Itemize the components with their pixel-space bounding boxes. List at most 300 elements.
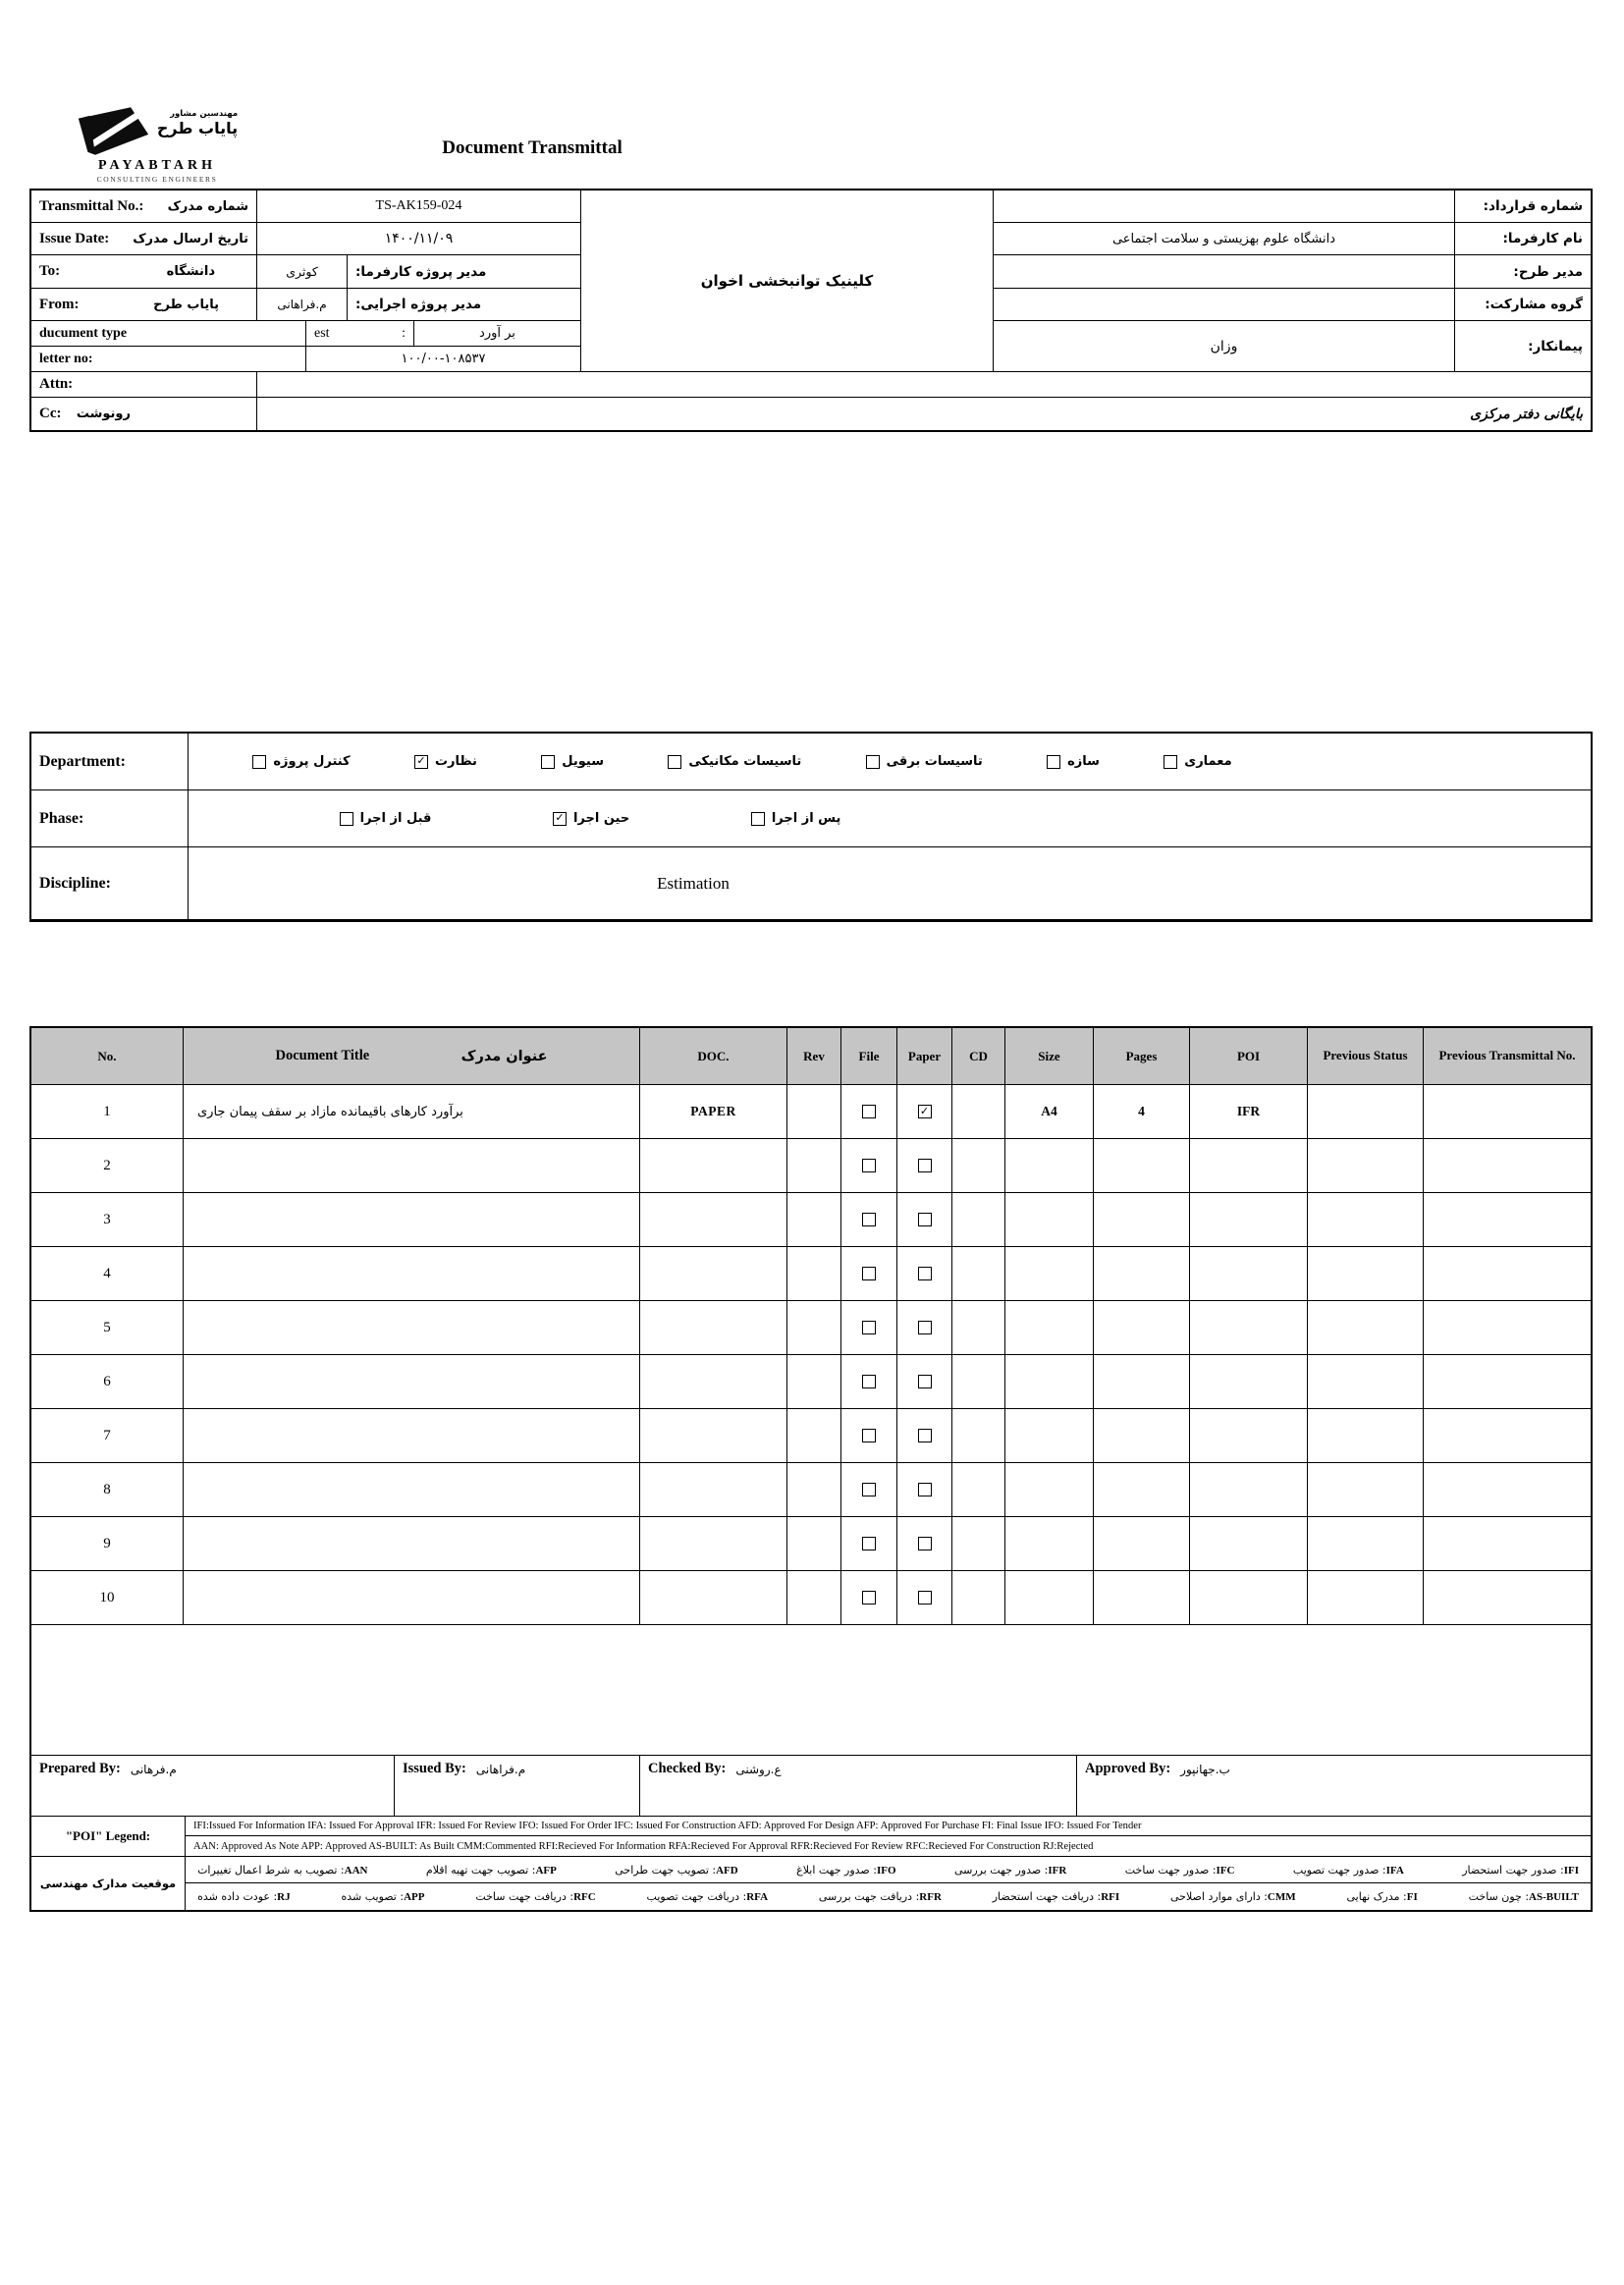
- attn-label: Attn:: [31, 372, 257, 398]
- cell-file: [841, 1571, 897, 1625]
- checkbox-item[interactable]: [340, 811, 432, 826]
- cell-rev: [787, 1085, 841, 1139]
- cell-no: 6: [31, 1355, 184, 1409]
- legend-pair: AFP: تصویب جهت تهیه اقلام: [425, 1863, 557, 1877]
- cell-title: [184, 1193, 640, 1247]
- cell-doc: [640, 1139, 787, 1193]
- brand-name-fa: پایاب طرح: [156, 119, 239, 137]
- cell-no: 9: [31, 1517, 184, 1571]
- document-type-value: [306, 321, 414, 347]
- cell-doc: [640, 1571, 787, 1625]
- cell-file: [841, 1355, 897, 1409]
- signature-row: [31, 1755, 1591, 1816]
- transmittal-no-value: TS-AK159-024: [257, 190, 581, 223]
- cell-size: [1005, 1409, 1094, 1463]
- company-logo: [69, 106, 245, 184]
- signature-cell: [1077, 1756, 1591, 1816]
- checkbox[interactable]: [862, 1267, 876, 1280]
- legend-pair: RFI: دریافت جهت استحضار: [992, 1890, 1120, 1903]
- cell-prev-transmittal: [1424, 1247, 1591, 1301]
- transmittal-no-label-fa: شماره مدرک: [167, 198, 248, 214]
- cell-size: [1005, 1571, 1094, 1625]
- legend-code: IFA: [1385, 1864, 1404, 1877]
- cell-size: [1005, 1193, 1094, 1247]
- cell-no: 1: [31, 1085, 184, 1139]
- cell-pages: [1094, 1301, 1190, 1355]
- issue-date-label: [31, 223, 257, 255]
- phase-label: Phase:: [31, 790, 189, 847]
- document-type-label: ducument type: [31, 321, 306, 347]
- brand-tagline-fa: مهندسین مشاور: [170, 109, 239, 119]
- header-pages: Pages: [1094, 1028, 1190, 1085]
- cell-paper: [897, 1463, 952, 1517]
- poi-legend: [31, 1816, 1591, 1856]
- cell-poi: [1190, 1517, 1308, 1571]
- cell-rev: [787, 1517, 841, 1571]
- issue-date-label-fa: تاریخ ارسال مدرک: [133, 231, 248, 246]
- cell-size: A4: [1005, 1085, 1094, 1139]
- checkbox[interactable]: [918, 1429, 932, 1442]
- cell-poi: [1190, 1463, 1308, 1517]
- legend-code: IFC: [1216, 1864, 1235, 1877]
- cell-doc: PAPER: [640, 1085, 787, 1139]
- header-cd: CD: [952, 1028, 1005, 1085]
- attn-value: [257, 372, 1591, 398]
- table-row: [31, 1301, 1591, 1355]
- legend-pair: AFD: تصویب جهت طراحی: [615, 1863, 738, 1877]
- cell-cd: [952, 1085, 1005, 1139]
- cell-pages: [1094, 1463, 1190, 1517]
- to-label: To:: [39, 263, 61, 279]
- signature-name: م.فرهانی: [130, 1763, 177, 1776]
- cc-label-fa: رونوشت: [76, 407, 131, 421]
- legend-code: RFA: [746, 1891, 769, 1903]
- legend-code: AFD: [716, 1864, 738, 1877]
- cell-pages: [1094, 1247, 1190, 1301]
- contract-no-value: [994, 190, 1455, 223]
- legend-pair: APP: تصویب شده: [341, 1890, 425, 1903]
- checkbox[interactable]: [918, 1159, 932, 1172]
- cell-file: [841, 1409, 897, 1463]
- from-row-label: [31, 289, 257, 321]
- checkbox-label: سیویل: [562, 754, 604, 769]
- cell-poi: [1190, 1571, 1308, 1625]
- cell-prev-transmittal: [1424, 1139, 1591, 1193]
- header-poi: POI: [1190, 1028, 1308, 1085]
- signature-label: Approved By:: [1085, 1761, 1171, 1776]
- cell-cd: [952, 1409, 1005, 1463]
- cell-no: 4: [31, 1247, 184, 1301]
- legend-pair: RFR: دریافت جهت بررسی: [818, 1890, 942, 1903]
- checkbox[interactable]: [252, 755, 266, 769]
- checkbox[interactable]: [918, 1321, 932, 1334]
- cell-title: [184, 1409, 640, 1463]
- cell-pages: 4: [1094, 1085, 1190, 1139]
- checkbox[interactable]: [918, 1267, 932, 1280]
- checkbox[interactable]: [866, 755, 880, 769]
- cell-title: [184, 1301, 640, 1355]
- page-title: Document Transmittal: [442, 137, 623, 158]
- cell-title: [184, 1139, 640, 1193]
- header-paper: Paper: [897, 1028, 952, 1085]
- legend-code: RJ: [277, 1891, 291, 1903]
- cell-rev: [787, 1193, 841, 1247]
- cell-doc: [640, 1301, 787, 1355]
- poi-legend-label: "POI" Legend:: [31, 1817, 186, 1856]
- logo-mark-icon: [77, 106, 151, 157]
- checkbox[interactable]: [340, 812, 353, 826]
- cell-size: [1005, 1463, 1094, 1517]
- cell-cd: [952, 1247, 1005, 1301]
- cell-title: [184, 1355, 640, 1409]
- checkbox[interactable]: [862, 1159, 876, 1172]
- cell-no: 10: [31, 1571, 184, 1625]
- cell-pages: [1094, 1193, 1190, 1247]
- cell-doc: [640, 1355, 787, 1409]
- cell-doc: [640, 1517, 787, 1571]
- cell-no: 5: [31, 1301, 184, 1355]
- checkbox-label: معماری: [1184, 754, 1232, 769]
- signature-cell: [31, 1756, 395, 1816]
- cell-prev-transmittal: [1424, 1571, 1591, 1625]
- cell-poi: IFR: [1190, 1085, 1308, 1139]
- cell-cd: [952, 1193, 1005, 1247]
- cell-no: 7: [31, 1409, 184, 1463]
- cell-prev-transmittal: [1424, 1085, 1591, 1139]
- checkbox[interactable]: [1164, 755, 1177, 769]
- checkbox-item[interactable]: [252, 754, 350, 769]
- checkbox[interactable]: [668, 755, 681, 769]
- cell-prev-status: [1308, 1301, 1424, 1355]
- legend-code: IFI: [1563, 1864, 1579, 1877]
- cell-rev: [787, 1463, 841, 1517]
- cell-paper: [897, 1301, 952, 1355]
- checkbox[interactable]: [862, 1105, 876, 1118]
- table-row: [31, 1085, 1591, 1139]
- cell-paper: [897, 1571, 952, 1625]
- legend-pair: RJ: عودت داده شده: [197, 1890, 291, 1903]
- checkbox[interactable]: [918, 1213, 932, 1226]
- letter-no-label: letter no:: [31, 347, 306, 372]
- checkbox-label: تاسیسات برقی: [886, 754, 983, 769]
- from-person: م.فراهانی: [257, 289, 348, 321]
- checkbox-item[interactable]: [414, 754, 477, 769]
- cell-size: [1005, 1301, 1094, 1355]
- checkbox-item[interactable]: [1047, 754, 1100, 769]
- cc-value: بایگانی دفتر مرکزی: [1470, 406, 1583, 422]
- signature-label: Prepared By:: [39, 1761, 121, 1776]
- contractor-value: وزان: [994, 321, 1455, 372]
- checkbox[interactable]: [862, 1591, 876, 1605]
- cell-size: [1005, 1139, 1094, 1193]
- checkbox-item[interactable]: [541, 754, 604, 769]
- legend-code: RFI: [1101, 1891, 1120, 1903]
- cell-cd: [952, 1517, 1005, 1571]
- table-empty-area: [31, 1625, 1591, 1755]
- cell-cd: [952, 1139, 1005, 1193]
- cell-cd: [952, 1301, 1005, 1355]
- partnership-group-label: گروه مشارکت:: [1455, 289, 1591, 321]
- cell-prev-status: [1308, 1247, 1424, 1301]
- cell-size: [1005, 1247, 1094, 1301]
- header-file: File: [841, 1028, 897, 1085]
- cell-no: 3: [31, 1193, 184, 1247]
- checkbox-item[interactable]: [1164, 754, 1231, 769]
- header-no: No.: [31, 1028, 184, 1085]
- client-name-value: دانشگاه علوم بهزیستی و سلامت اجتماعی: [994, 223, 1455, 255]
- legend-pair: AS-BUILT: چون ساخت: [1468, 1890, 1579, 1903]
- document-table: [29, 1026, 1593, 1912]
- classification-table: [29, 732, 1593, 922]
- doc-table-body: [31, 1085, 1591, 1625]
- checkbox-label: قبل از اجرا: [359, 811, 432, 826]
- checkbox-label: پس از اجرا: [771, 811, 841, 826]
- table-row: [31, 1247, 1591, 1301]
- cell-file: [841, 1301, 897, 1355]
- checkbox-label: کنترل پروژه: [273, 754, 351, 769]
- header-prev-transmittal: Previous Transmittal No.: [1424, 1028, 1591, 1085]
- cell-poi: [1190, 1409, 1308, 1463]
- poi-legend-line2: AAN: Approved As Note APP: Approved AS-BUILT: As Built CMM:Commented RFI:Recieved For Information RFA:Recieved For Approval RFR:Recieved For Review RFC:Recieved For Construction RJ:Rejected: [193, 1840, 1094, 1852]
- cell-rev: [787, 1301, 841, 1355]
- legend-pair: RFA: دریافت جهت تصویب: [646, 1890, 769, 1903]
- legend-pair: IFR: صدور جهت بررسی: [953, 1863, 1067, 1877]
- discipline-label: Discipline:: [31, 847, 189, 920]
- legend-pair: IFI: صدور جهت استحضار: [1462, 1863, 1579, 1877]
- cell-prev-transmittal: [1424, 1517, 1591, 1571]
- exec-pm-label: مدیر پروژه اجرایی:: [348, 289, 581, 321]
- client-name-label: نام کارفرما:: [1455, 223, 1591, 255]
- checkbox-label: نظارت: [434, 754, 477, 769]
- legend-pair: CMM: دارای موارد اصلاحی: [1170, 1890, 1296, 1903]
- cell-rev: [787, 1409, 841, 1463]
- cell-file: [841, 1517, 897, 1571]
- checkbox[interactable]: [862, 1213, 876, 1226]
- checkbox[interactable]: [862, 1483, 876, 1496]
- partnership-group-value: [994, 289, 1455, 321]
- cell-paper: [897, 1139, 952, 1193]
- cell-title: [184, 1247, 640, 1301]
- document-type-colon: :: [402, 325, 406, 341]
- cell-prev-status: [1308, 1571, 1424, 1625]
- cell-prev-status: [1308, 1085, 1424, 1139]
- cell-prev-status: [1308, 1355, 1424, 1409]
- cc-row-label: [31, 398, 257, 430]
- fa-legend-label: موقعیت مدارک مهندسی: [31, 1857, 186, 1910]
- cell-title: [184, 1517, 640, 1571]
- cell-doc: [640, 1409, 787, 1463]
- signature-name: ع.روشنی: [735, 1763, 782, 1776]
- cell-doc: [640, 1193, 787, 1247]
- cell-cd: [952, 1355, 1005, 1409]
- legend-code: CMM: [1267, 1891, 1296, 1903]
- cell-poi: [1190, 1301, 1308, 1355]
- checkbox[interactable]: [541, 755, 555, 769]
- checkbox[interactable]: [862, 1375, 876, 1388]
- cell-paper: [897, 1247, 952, 1301]
- checkbox[interactable]: [862, 1537, 876, 1551]
- header-title-en: Document Title: [275, 1048, 370, 1063]
- checkbox-label: سازه: [1067, 754, 1100, 769]
- cell-prev-transmittal: [1424, 1409, 1591, 1463]
- checkbox[interactable]: [918, 1537, 932, 1551]
- table-row: [31, 1139, 1591, 1193]
- brand-tagline-en: CONSULTING ENGINEERS: [96, 175, 218, 184]
- cell-prev-transmittal: [1424, 1463, 1591, 1517]
- legend-code: AFP: [535, 1864, 557, 1877]
- checkbox[interactable]: [751, 812, 765, 826]
- transmittal-no-label-en: Transmittal No.:: [39, 197, 144, 214]
- cell-file: [841, 1247, 897, 1301]
- cell-size: [1005, 1355, 1094, 1409]
- checkbox-checked[interactable]: ✓: [414, 755, 428, 769]
- cell-pages: [1094, 1409, 1190, 1463]
- cell-rev: [787, 1247, 841, 1301]
- legend-pair: RFC: دریافت جهت ساخت: [475, 1890, 596, 1903]
- cell-prev-status: [1308, 1193, 1424, 1247]
- to-row-label: [31, 255, 257, 289]
- cell-rev: [787, 1571, 841, 1625]
- department-label: Department:: [31, 734, 189, 790]
- legend-pair: IFA: صدور جهت تصویب: [1292, 1863, 1404, 1877]
- cc-label: Cc:: [39, 406, 62, 421]
- poi-legend-line1: IFI:Issued For Information IFA: Issued For Approval IFR: Issued For Review IFO: Issued For Order IFC: Issued For Construction AFD: Approved For Design AFP: Approved For Purchase FI: Final Issue IFO: Issued For Tender: [186, 1817, 1591, 1836]
- legend-pair: AAN: تصویب به شرط اعمال تغییرات: [197, 1863, 368, 1877]
- client-pm-label: مدیر پروژه کارفرما:: [348, 255, 581, 289]
- cell-poi: [1190, 1247, 1308, 1301]
- cell-paper: [897, 1517, 952, 1571]
- table-row: [31, 1355, 1591, 1409]
- cell-cd: [952, 1463, 1005, 1517]
- cell-prev-status: [1308, 1517, 1424, 1571]
- legend-code: AAN: [344, 1864, 368, 1877]
- cell-poi: [1190, 1355, 1308, 1409]
- cell-title: [184, 1571, 640, 1625]
- cell-file: [841, 1193, 897, 1247]
- header-doc: DOC.: [640, 1028, 787, 1085]
- table-row: [31, 1517, 1591, 1571]
- cell-doc: [640, 1463, 787, 1517]
- cell-title: [184, 1463, 640, 1517]
- checkbox-checked[interactable]: ✓: [918, 1105, 932, 1118]
- discipline-value: Estimation: [189, 847, 1591, 920]
- issue-date-value: ۱۴۰۰/۱۱/۰۹: [257, 223, 581, 255]
- cell-pages: [1094, 1355, 1190, 1409]
- letter-no-value: ۱۰۰/۰۰-۱۰۸۵۳۷: [306, 347, 581, 372]
- cell-paper: [897, 1355, 952, 1409]
- signature-name: م.فراهانی: [475, 1763, 526, 1776]
- cell-file: [841, 1139, 897, 1193]
- cell-prev-status: [1308, 1409, 1424, 1463]
- checkbox-label: تاسیسات مکانیکی: [688, 754, 802, 769]
- checkbox-item[interactable]: [751, 811, 841, 826]
- cell-no: 8: [31, 1463, 184, 1517]
- checkbox[interactable]: [862, 1321, 876, 1334]
- signature-label: Issued By:: [403, 1761, 466, 1776]
- design-manager-label: مدیر طرح:: [1455, 255, 1591, 289]
- checkbox[interactable]: [918, 1483, 932, 1496]
- contract-no-label: شماره قرارداد:: [1455, 190, 1591, 223]
- cell-pages: [1094, 1139, 1190, 1193]
- document-type-value-fa: بر آورد: [414, 321, 581, 347]
- cell-file: [841, 1085, 897, 1139]
- cell-pages: [1094, 1517, 1190, 1571]
- table-row: [31, 1463, 1591, 1517]
- cell-paper: [897, 1085, 952, 1139]
- header-rev: Rev: [787, 1028, 841, 1085]
- checkbox-item[interactable]: [866, 754, 983, 769]
- design-manager-value: [994, 255, 1455, 289]
- phase-items: [189, 790, 1591, 847]
- checkbox[interactable]: [918, 1591, 932, 1605]
- to-value-fa: دانشگاه: [166, 264, 215, 279]
- cell-prev-transmittal: [1424, 1355, 1591, 1409]
- contractor-label: پیمانکار:: [1455, 321, 1591, 372]
- header-table: [29, 189, 1593, 432]
- cell-paper: [897, 1409, 952, 1463]
- signature-label: Checked By:: [648, 1761, 727, 1776]
- header-size: Size: [1005, 1028, 1094, 1085]
- cell-no: 2: [31, 1139, 184, 1193]
- legend-code: RFR: [919, 1891, 942, 1903]
- cell-prev-transmittal: [1424, 1301, 1591, 1355]
- cell-paper: [897, 1193, 952, 1247]
- table-row: [31, 1571, 1591, 1625]
- checkbox-item[interactable]: [668, 754, 801, 769]
- cell-prev-status: [1308, 1139, 1424, 1193]
- header-title: [184, 1028, 640, 1085]
- checkbox-item[interactable]: [553, 811, 629, 826]
- doc-table-header: [31, 1028, 1591, 1085]
- cell-doc: [640, 1247, 787, 1301]
- from-label: From:: [39, 296, 80, 312]
- cell-poi: [1190, 1139, 1308, 1193]
- table-row: [31, 1409, 1591, 1463]
- cell-title: برآورد کارهای باقیمانده مازاد بر سقف پیمان جاری: [184, 1085, 640, 1139]
- checkbox[interactable]: [918, 1375, 932, 1388]
- checkbox[interactable]: [862, 1429, 876, 1442]
- fa-legend-line1: [186, 1857, 1591, 1883]
- fa-legend: [31, 1856, 1591, 1910]
- checkbox-checked[interactable]: ✓: [553, 812, 567, 826]
- brand-name-en: PAYABTARH: [97, 158, 217, 173]
- fa-legend-line2: [186, 1883, 1591, 1910]
- header-prev-status: Previous Status: [1308, 1028, 1424, 1085]
- legend-pair: IFC: صدور جهت ساخت: [1124, 1863, 1235, 1877]
- cell-file: [841, 1463, 897, 1517]
- signature-cell: [640, 1756, 1077, 1816]
- legend-code: IFR: [1048, 1864, 1067, 1877]
- table-row: [31, 1193, 1591, 1247]
- cell-cd: [952, 1571, 1005, 1625]
- cell-size: [1005, 1517, 1094, 1571]
- cell-rev: [787, 1355, 841, 1409]
- transmittal-no-label: [31, 190, 257, 223]
- cell-prev-status: [1308, 1463, 1424, 1517]
- issue-date-label-en: Issue Date:: [39, 230, 110, 246]
- cell-pages: [1094, 1571, 1190, 1625]
- header-title-fa: عنوان مدرک: [460, 1048, 548, 1064]
- cell-prev-transmittal: [1424, 1193, 1591, 1247]
- project-name: کلینیک توانبخشی اخوان: [581, 190, 994, 372]
- checkbox[interactable]: [1047, 755, 1060, 769]
- legend-code: AS-BUILT: [1529, 1891, 1579, 1903]
- legend-pair: FI: مدرک نهایی: [1346, 1890, 1418, 1903]
- to-person: کوثری: [257, 255, 348, 289]
- cell-poi: [1190, 1193, 1308, 1247]
- legend-code: APP: [404, 1891, 425, 1903]
- department-items: [189, 734, 1591, 790]
